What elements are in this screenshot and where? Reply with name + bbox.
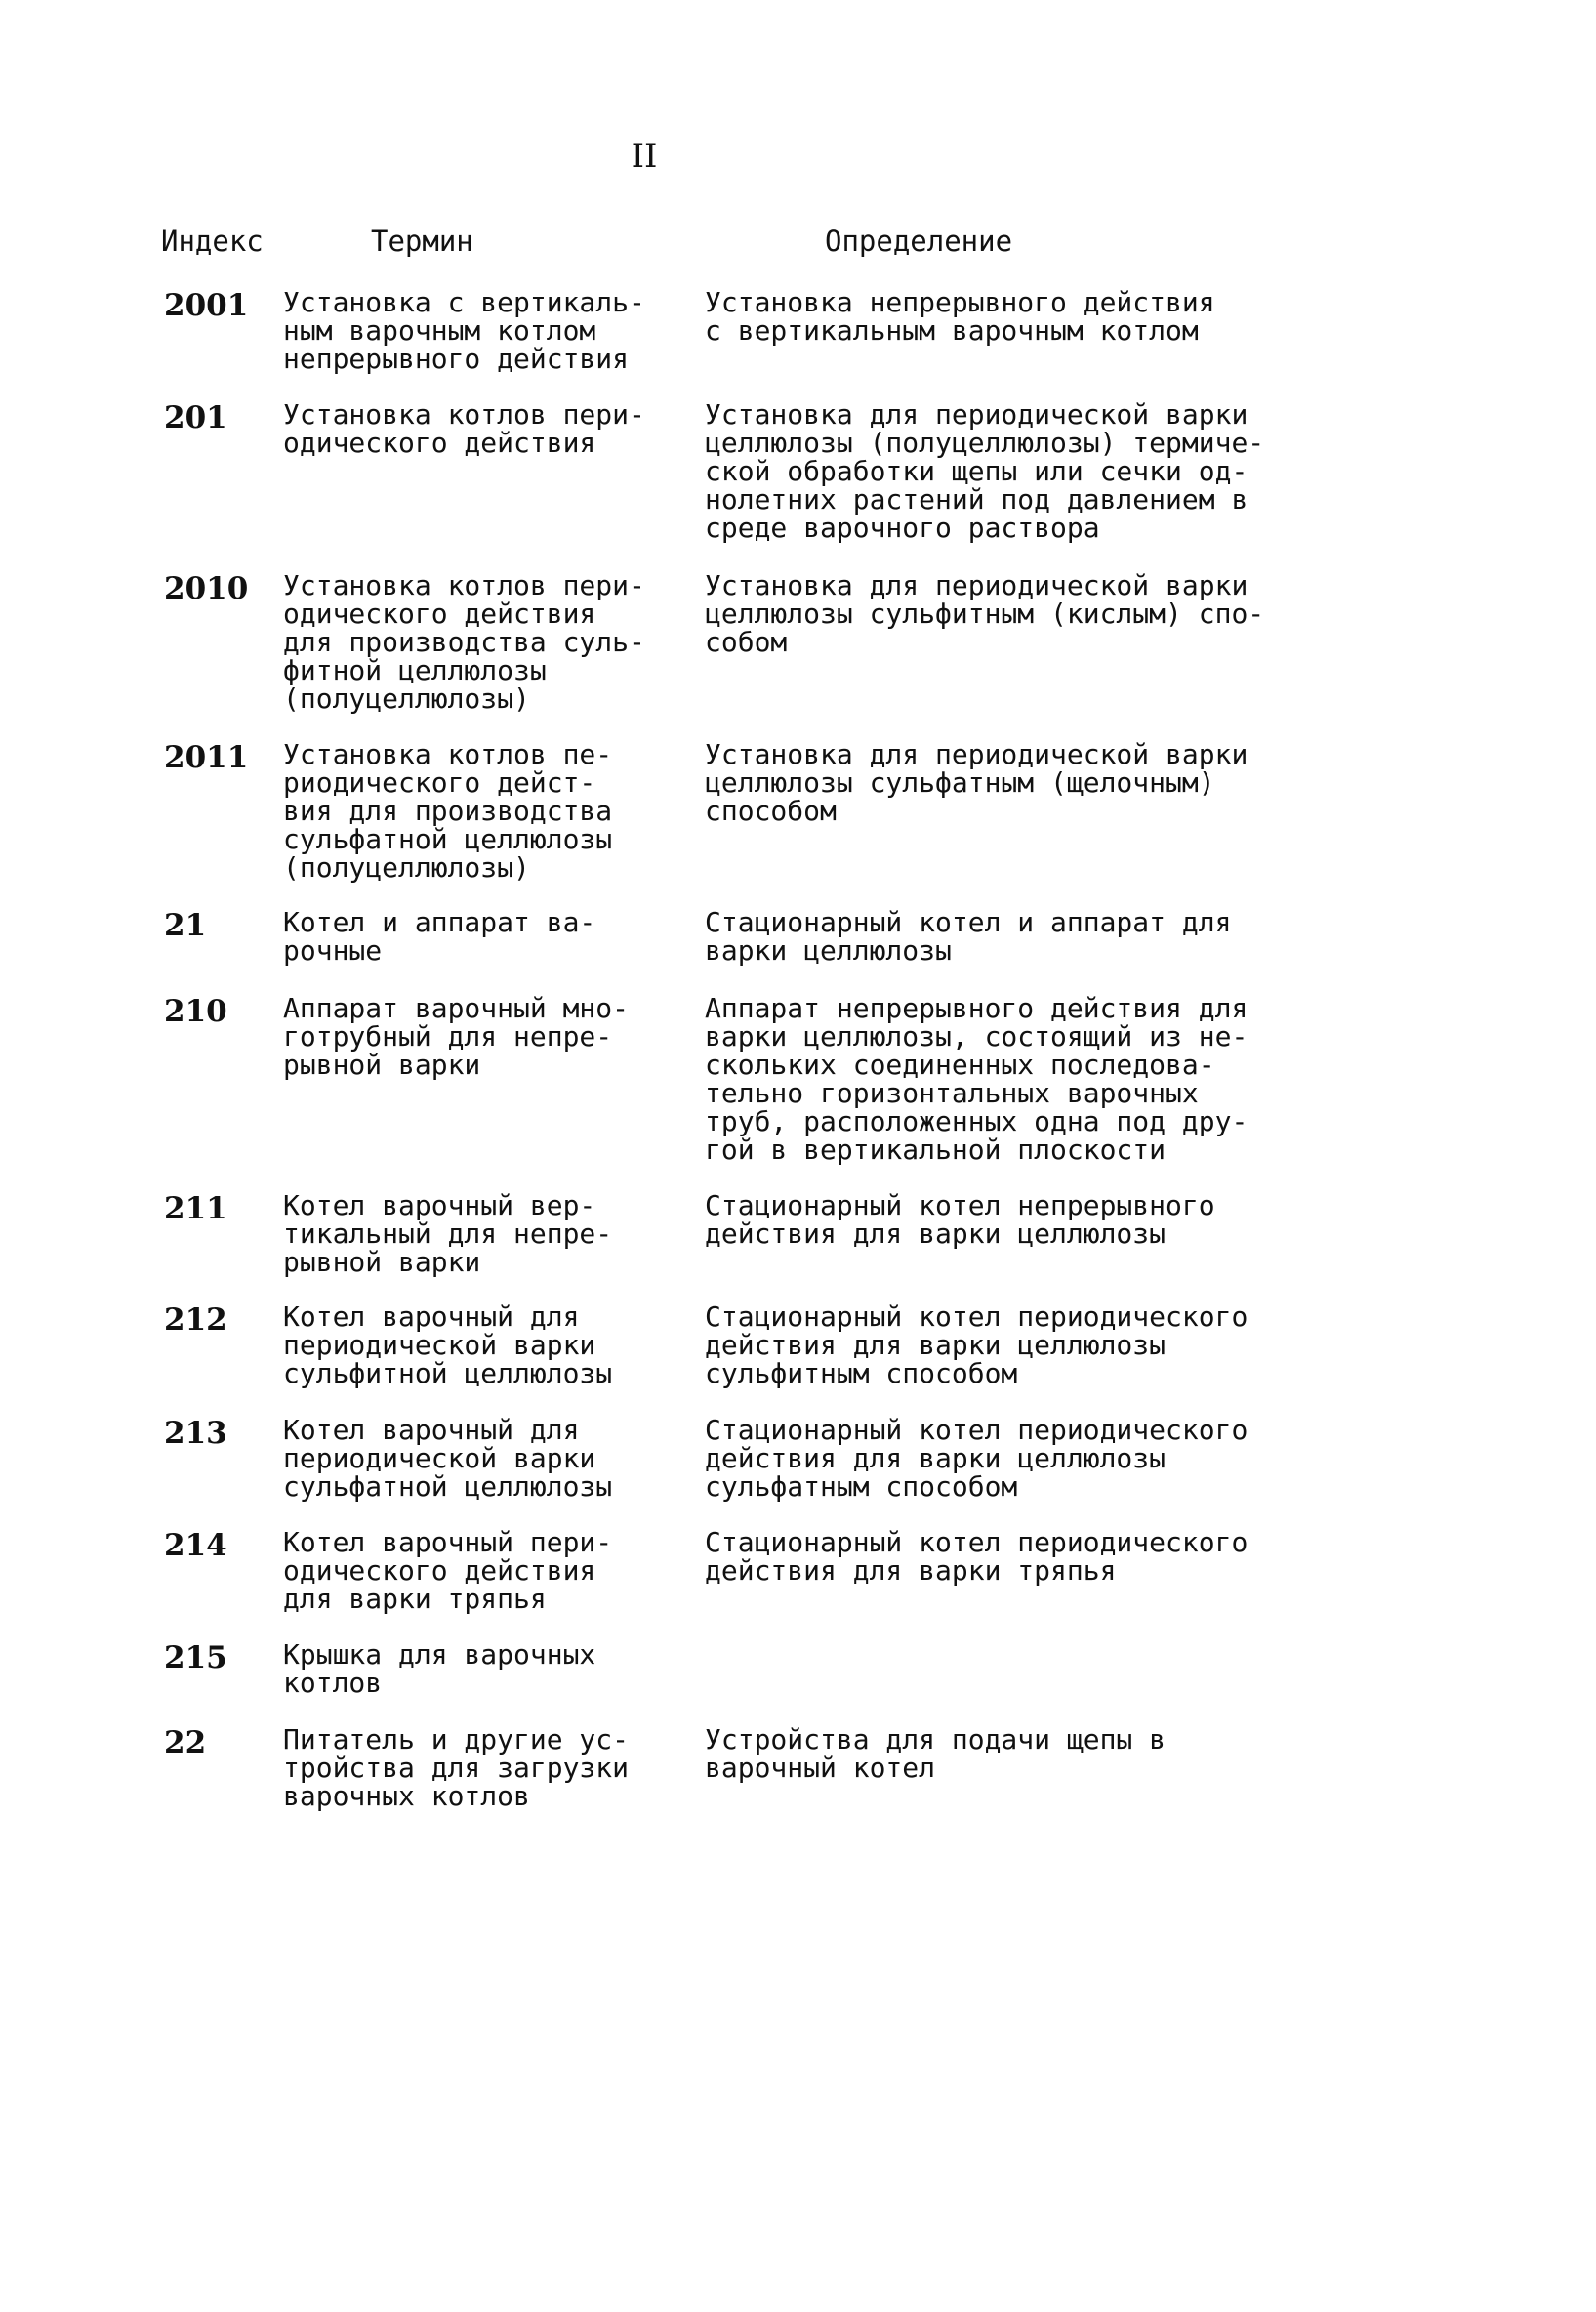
entry-term: Котел варочный для периодической варки сульфатной целлюлозы (283, 1414, 613, 1503)
entry-definition: Установка непрерывного действия с вертикальным варочным котлом (705, 286, 1215, 347)
entry-term: Котел варочный вер- тикальный для непре- рывной варки (283, 1189, 613, 1278)
entry-index: 210 (164, 994, 227, 1029)
entry-definition: Стационарный котел и аппарат для варки целлюлозы (705, 906, 1232, 967)
entry-definition: Установка для периодической варки целлюлозы сульфатным (щелочным) способом (705, 738, 1248, 827)
entry-index: 212 (164, 1302, 227, 1338)
entry-term: Котел варочный для периодической варки сульфитной целлюлозы (283, 1300, 613, 1389)
entry-term: Крышка для варочных котлов (283, 1638, 596, 1699)
entry-definition: Стационарный котел периодического действия для варки тряпья (705, 1526, 1248, 1587)
entry-term: Установка котлов пе- риодического дейст- вия для производства сульфатной целлюлозы (полуцеллюлозы) (283, 738, 613, 884)
entry-definition: Установка для периодической варки целлюлозы сульфитным (кислым) спо- собом (705, 569, 1265, 658)
entry-definition: Стационарный котел непрерывного действия для варки целлюлозы (705, 1189, 1215, 1250)
entry-term: Установка котлов пери- одического действия (283, 398, 645, 459)
entry-term: Аппарат варочный мно- готрубный для непре- рывной варки (283, 992, 630, 1081)
entry-definition: Устройства для подачи щепы в варочный котел (705, 1723, 1166, 1784)
page-number: II (631, 137, 658, 176)
entry-index: 201 (164, 400, 227, 435)
entry-index: 2001 (164, 288, 249, 323)
header-term: Термин (371, 225, 473, 258)
entry-index: 214 (164, 1528, 227, 1563)
entry-index: 2010 (164, 571, 249, 606)
table-header (0, 225, 1596, 264)
entry-definition: Установка для периодической варки целлюлозы (полуцеллюлозы) термиче- ской обработки щепы или сечки од- нолетних растений под давлением в среде варочного раствора (705, 398, 1265, 544)
entry-index: 211 (164, 1191, 227, 1226)
entry-term: Котел и аппарат ва- рочные (283, 906, 596, 967)
entry-index: 22 (164, 1725, 207, 1760)
entry-definition: Стационарный котел периодического действия для варки целлюлозы сульфитным способом (705, 1300, 1248, 1389)
entry-definition: Аппарат непрерывного действия для варки целлюлозы, состоящий из не- скольких соединенных последова- тельно горизонтальных варочных труб, расположенных одна под дру- гой в вертикальной плоскости (705, 992, 1248, 1166)
entry-index: 2011 (164, 740, 249, 775)
header-index: Индекс (161, 225, 264, 258)
header-definition: Определение (825, 225, 1013, 258)
entry-index: 21 (164, 908, 207, 943)
entry-definition: Стационарный котел периодического действия для варки целлюлозы сульфатным способом (705, 1414, 1248, 1503)
entry-term: Котел варочный пери- одического действия для варки тряпья (283, 1526, 613, 1615)
entry-term: Питатель и другие ус- тройства для загрузки варочных котлов (283, 1723, 630, 1812)
entry-index: 213 (164, 1416, 227, 1451)
entry-index: 215 (164, 1640, 227, 1675)
entry-term: Установка котлов пери- одического действия для производства суль- фитной целлюлозы (полуцеллюлозы) (283, 569, 645, 715)
entry-term: Установка с вертикаль- ным варочным котлом непрерывного действия (283, 286, 645, 375)
